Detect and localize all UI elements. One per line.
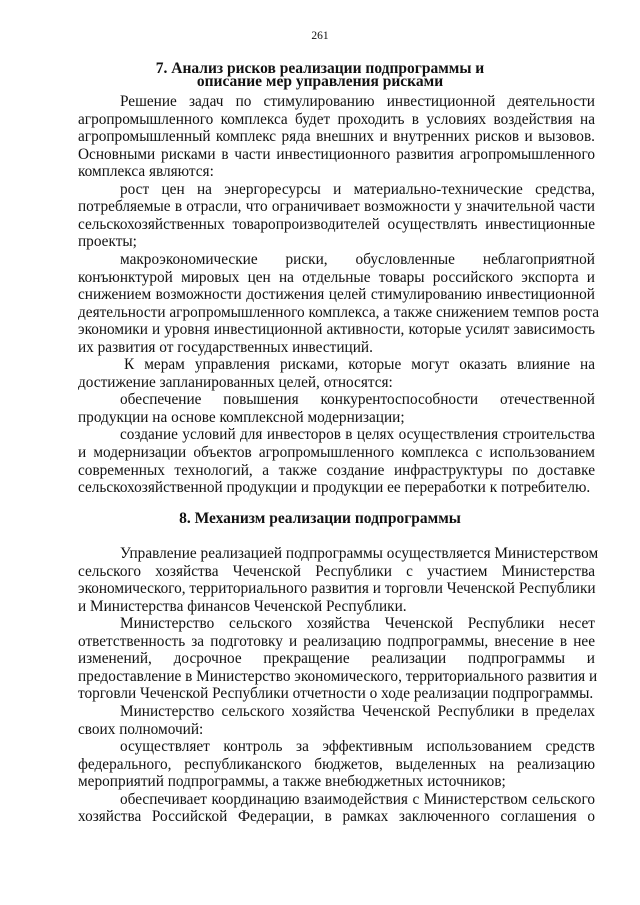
page-number: 261 [311, 30, 329, 42]
text-line: агропромышленного комплекса будет проходить в условиях воздействия на [78, 110, 595, 128]
text-line: снижением возможности достижения целей стимулированию инвестиционной [78, 286, 595, 304]
text-line: проекты; [78, 233, 137, 251]
text-line: Министерство сельского хозяйства Чеченской Республики несет [120, 615, 595, 633]
text-line: и Министерства финансов Чеченской Республики. [78, 597, 407, 615]
text-line: создание условий для инвесторов в целях осуществления строительства [120, 426, 595, 444]
text-line: их развития от государственных инвестиций. [78, 338, 373, 356]
text-line: экономики и уровня инвестиционной активности, которые усилят зависимость [78, 321, 595, 339]
section-8-heading: 8. Механизм реализации подпрограммы [179, 510, 461, 527]
text-line: Основными рисками в части инвестиционного развития агропромышленного [78, 145, 595, 163]
text-line: макроэкономические риски, обусловленные неблагоприятной [120, 250, 595, 268]
section-7-heading-line-1: 7. Анализ рисков реализации подпрограммы и [155, 60, 485, 77]
text-line: агропромышленный комплекс ряда внешних и внутренних рисков и вызовов. [78, 128, 595, 146]
text-line: изменений, досрочное прекращение реализации подпрограммы и [78, 650, 595, 668]
text-line: сельскохозяйственных товаропроизводителей осуществлять инвестиционные [78, 215, 595, 233]
text-line: конъюнктурой мировых цен на отдельные товары российского экспорта и [78, 268, 595, 286]
text-line: осуществляет контроль за эффективным использованием средств [120, 738, 595, 756]
text-line: Решение задач по стимулированию инвестиционной деятельности [120, 93, 595, 110]
text-line: рост цен на энергоресурсы и материально-технические средства, [120, 180, 595, 198]
text-line: достижение запланированных целей, относятся: [78, 373, 393, 391]
text-line: деятельности агропромышленного комплекса, а также снижением темпов роста [78, 303, 600, 321]
text-line: современных технологий, а также создание инфраструктуры по доставке [78, 461, 595, 479]
text-line: продукции на основе комплексной модернизации; [78, 408, 405, 426]
text-line: и модернизации объектов агропромышленного комплекса с использованием [78, 444, 595, 461]
text-line: своих полномочий: [78, 720, 204, 738]
text-line: сельскохозяйственной продукции и продукции ее переработки к потребителю. [78, 479, 591, 497]
text-line: обеспечивает координацию взаимодействия с Министерством сельского [120, 790, 595, 808]
text-line: торговли Чеченской Республики отчетности о ходе реализации подпрограммы. [78, 685, 594, 703]
text-line: комплекса являются: [78, 163, 214, 181]
text-line: сельского хозяйства Чеченской Республики с участием Министерства [78, 562, 595, 580]
text-line: хозяйства Российской Федерации, в рамках заключенного соглашения о [78, 808, 595, 826]
text-line: Министерство сельского хозяйства Чеченской Республики в пределах [120, 702, 595, 720]
text-line: потребляемые в отрасли, что ограничивает возможности у значительной части [78, 198, 595, 216]
text-line: Управление реализацией подпрограммы осуществляется Министерством [120, 545, 599, 562]
text-line: К мерам управления рисками, которые могут оказать влияние на [124, 356, 595, 374]
text-line: предоставление в Министерство экономического, территориального развития и [78, 667, 598, 685]
text-line: обеспечение повышения конкурентоспособности отечественной [120, 391, 595, 409]
text-line: мероприятий подпрограммы, а также внебюджетных источников; [78, 773, 506, 791]
text-line: ответственность за подготовку и реализацию подпрограммы, внесение в нее [78, 632, 595, 650]
section-7-heading-line-2: описание мер управления рисками [196, 73, 444, 90]
text-line: федерального, республиканского бюджетов, выделенных на реализацию [78, 755, 595, 773]
text-line: экономического, территориального развития и торговли Чеченской Республики [78, 580, 596, 598]
